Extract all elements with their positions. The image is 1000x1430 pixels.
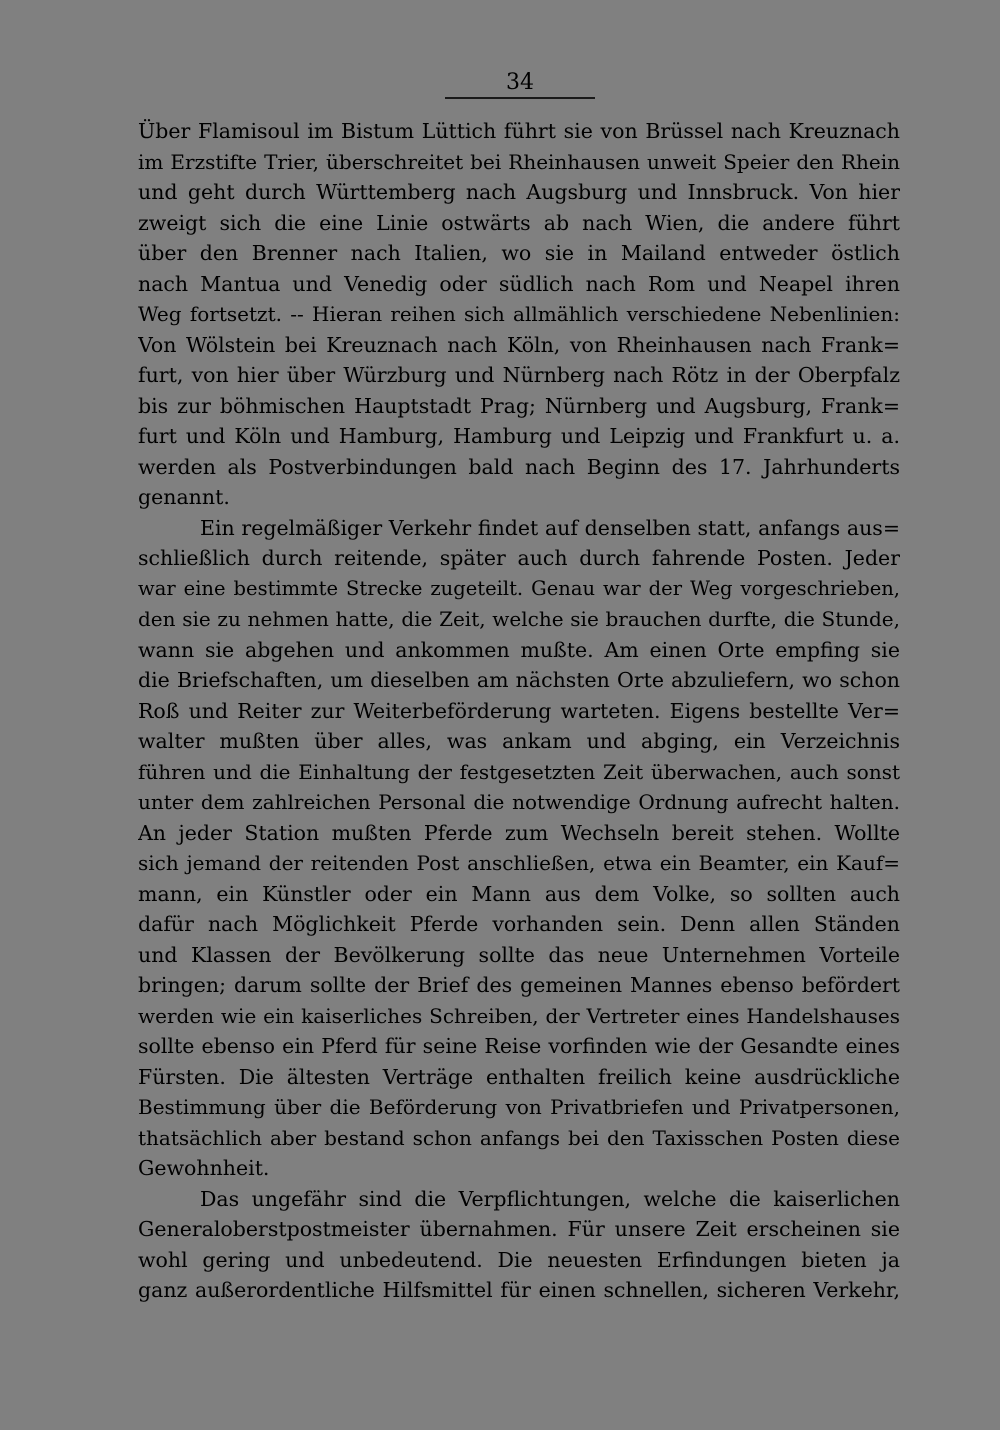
text-line: bringen; darum sollte der Brief des gemeinen Mannes ebenso befördert	[138, 973, 900, 997]
text-line: wann sie abgehen und ankommen mußte. Am einen Orte empfing sie	[138, 637, 900, 662]
text-line: Gewohnheit.	[138, 1156, 270, 1180]
text-line: An jeder Station mußten Pferde zum Wechseln bereit stehen. Wollte	[138, 820, 900, 845]
text-line: ganz außerordentliche Hilfsmittel für einen schnellen, sicheren Verkehr,	[138, 1278, 900, 1302]
text-line: furt und Köln und Hamburg, Hamburg und Leipzig und Frankfurt u. a.	[138, 424, 900, 448]
text-line: den sie zu nehmen hatte, die Zeit, welche sie brauchen durfte, die Stunde,	[138, 607, 900, 631]
text-line: bis zur böhmischen Hauptstadt Prag; Nürnberg und Augsburg, Frank=	[138, 393, 900, 418]
text-line: Generaloberstpostmeister übernahmen. Für unsere Zeit erscheinen sie	[138, 1217, 900, 1241]
text-line: sich jemand der reitenden Post anschließen, etwa ein Beamter, ein Kauf=	[138, 851, 900, 875]
header-rule	[445, 97, 595, 99]
text-line: und Klassen der Bevölkerung sollte das neue Unternehmen Vorteile	[138, 942, 900, 967]
body-text	[138, 116, 900, 1306]
text-line: Das ungefähr sind die Verpflichtungen, welche die kaiserlichen	[200, 1186, 900, 1211]
text-line: schließlich durch reitende, später auch durch fahrende Posten. Jeder	[138, 546, 900, 570]
text-line: Roß und Reiter zur Weiterbeförderung warteten. Eigens bestellte Ver=	[138, 698, 900, 723]
text-line: Fürsten. Die ältesten Verträge enthalten freilich keine ausdrückliche	[138, 1064, 900, 1089]
text-line: im Erzstifte Trier, überschreitet bei Rheinhausen unweit Speier den Rhein	[138, 149, 900, 174]
text-line: führen und die Einhaltung der festgesetzten Zeit überwachen, auch sonst	[138, 759, 900, 784]
text-line: dafür nach Möglichkeit Pferde vorhanden sein. Denn allen Ständen	[138, 912, 900, 936]
text-line: Über Flamisoul im Bistum Lüttich führt sie von Brüssel nach Kreuznach	[138, 119, 900, 143]
text-line: zweigt sich die eine Linie ostwärts ab nach Wien, die andere führt	[138, 210, 900, 235]
text-line: werden als Postverbindungen bald nach Beginn des 17. Jahrhunderts	[138, 454, 900, 479]
text-line: walter mußten über alles, was ankam und abging, ein Verzeichnis	[138, 729, 900, 753]
text-line: sollte ebenso ein Pferd für seine Reise vorfinden wie der Gesandte eines	[138, 1034, 900, 1058]
page-number: 34	[506, 70, 534, 95]
text-line: nach Mantua und Venedig oder südlich nach Rom und Neapel ihren	[138, 271, 900, 296]
text-line: über den Brenner nach Italien, wo sie in Mailand entweder östlich	[138, 241, 900, 265]
text-line: thatsächlich aber bestand schon anfangs bei den Taxisschen Posten diese	[138, 1125, 900, 1150]
text-line: furt, von hier über Würzburg und Nürnberg nach Rötz in der Oberpfalz	[138, 363, 900, 387]
text-line: unter dem zahlreichen Personal die notwendige Ordnung aufrecht halten.	[138, 790, 900, 814]
text-line: Ein regelmäßiger Verkehr findet auf denselben statt, anfangs aus=	[200, 515, 900, 540]
text-line: die Briefschaften, um dieselben am nächsten Orte abzuliefern, wo schon	[138, 668, 900, 692]
text-line: und geht durch Württemberg nach Augsburg und Innsbruck. Von hier	[138, 180, 900, 204]
text-line: Weg fortsetzt. -- Hieran reihen sich allmählich verschiedene Nebenlinien:	[138, 302, 900, 326]
text-line: genannt.	[138, 485, 230, 509]
text-line: werden wie ein kaiserliches Schreiben, der Vertreter eines Handelshauses	[138, 1003, 900, 1028]
text-line: wohl gering und unbedeutend. Die neuesten Erfindungen bieten ja	[138, 1247, 900, 1272]
text-line: Bestimmung über die Beförderung von Privatbriefen und Privatpersonen,	[138, 1095, 900, 1119]
text-line: mann, ein Künstler oder ein Mann aus dem Volke, so sollten auch	[138, 881, 900, 906]
text-line: Von Wölstein bei Kreuznach nach Köln, von Rheinhausen nach Frank=	[138, 332, 900, 357]
text-line: war eine bestimmte Strecke zugeteilt. Genau war der Weg vorgeschrieben,	[138, 576, 900, 600]
